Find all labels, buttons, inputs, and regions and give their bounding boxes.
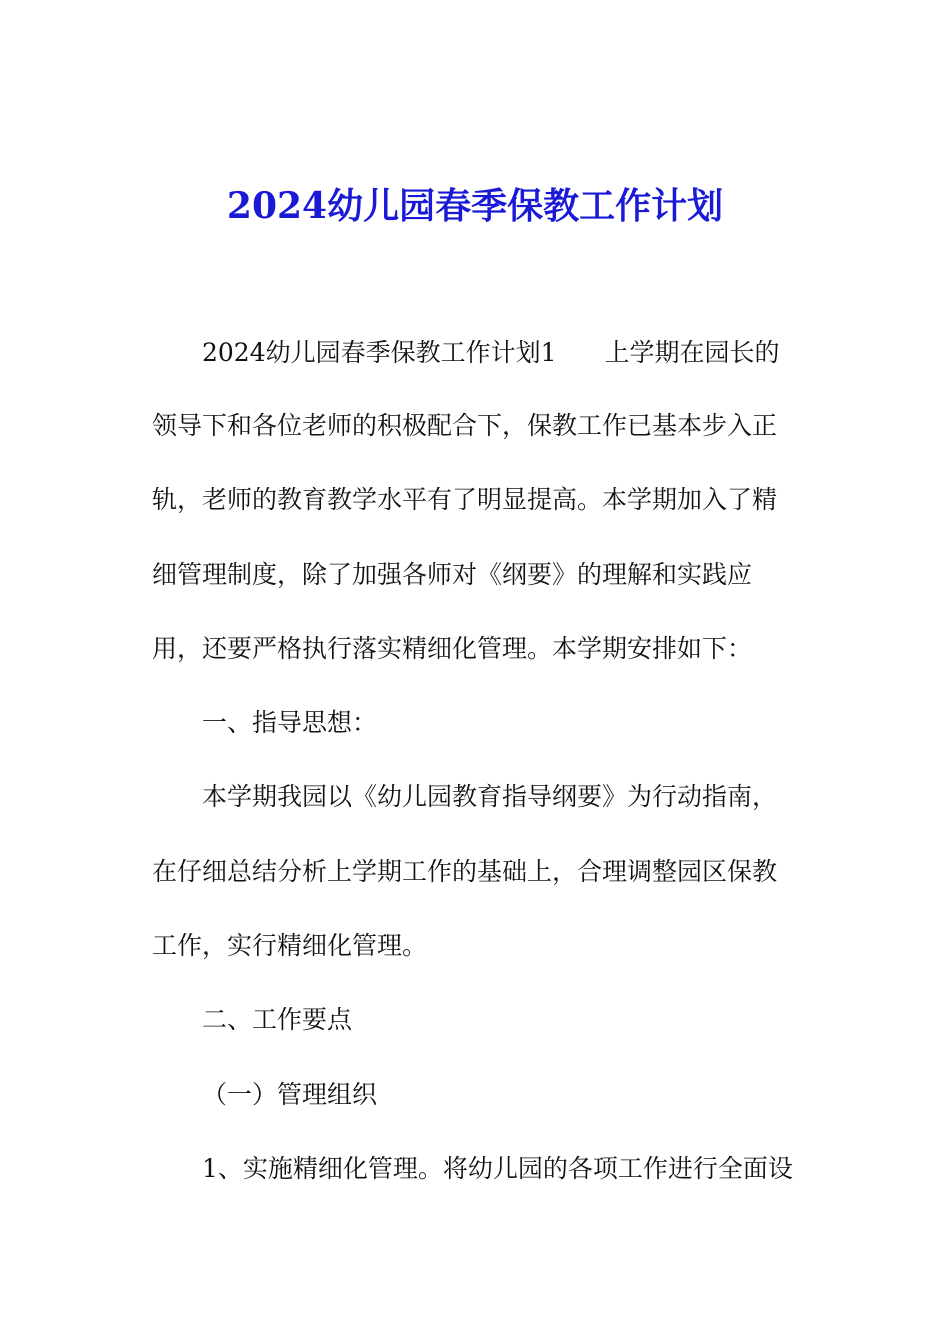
paragraph-line: 领导下和各位老师的积极配合下，保教工作已基本步入正	[152, 411, 778, 440]
list-item: 1、实施精细化管理。将幼儿园的各项工作进行全面设	[202, 1154, 793, 1183]
paragraph-line: 在仔细总结分析上学期工作的基础上，合理调整园区保教	[152, 857, 778, 886]
document-title: 2024幼儿园春季保教工作计划	[226, 185, 724, 227]
paragraph-line: 轨，老师的教育教学水平有了明显提高。本学期加入了精	[152, 485, 778, 514]
paragraph-lead: 2024幼儿园春季保教工作计划1	[202, 338, 557, 367]
paragraph-line	[202, 338, 862, 368]
paragraph-text: 上学期在园长的	[604, 338, 780, 367]
paragraph-line: 工作，实行精细化管理。	[152, 931, 428, 960]
paragraph-line: 细管理制度，除了加强各师对《纲要》的理解和实践应	[152, 560, 753, 589]
section-heading: 二、工作要点	[202, 1005, 353, 1034]
subsection-heading: （一）管理组织	[202, 1080, 378, 1109]
section-heading: 一、指导思想：	[202, 708, 378, 737]
paragraph-line: 本学期我园以《幼儿园教育指导纲要》为行动指南，	[202, 782, 778, 811]
paragraph-line: 用，还要严格执行落实精细化管理。本学期安排如下：	[152, 634, 753, 663]
